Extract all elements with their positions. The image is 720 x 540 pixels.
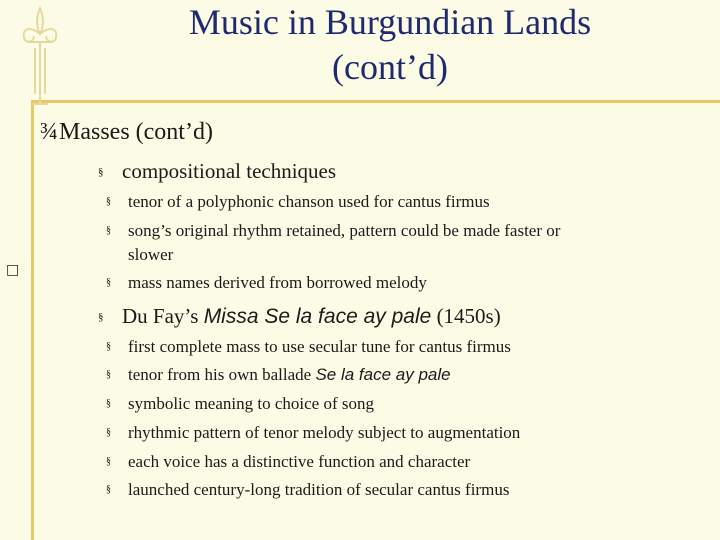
- section2-label-italic: Missa Se la face ay pale: [203, 305, 432, 328]
- section2-bullet: §: [98, 311, 104, 323]
- item-text: slower: [128, 245, 174, 264]
- item-bullet: §: [106, 484, 111, 495]
- item-text: each voice has a distinctive function and character: [128, 452, 471, 471]
- list-item: [106, 392, 668, 416]
- section-compositional-techniques: [98, 158, 336, 185]
- title-line-1: Music in Burgundian Lands: [188, 2, 592, 42]
- item-text: symbolic meaning to choice of song: [128, 394, 374, 413]
- list-item: [106, 190, 668, 214]
- section-missa-se-la-face: [98, 303, 501, 330]
- item-bullet: §: [106, 341, 111, 352]
- item-text: launched century-long tradition of secular cantus firmus: [128, 480, 510, 499]
- item-bullet: §: [106, 427, 111, 438]
- list-item: [106, 421, 668, 445]
- item-text: tenor from his own ballade: [128, 365, 316, 384]
- section1-label: compositional techniques: [122, 159, 337, 183]
- heading-bullet: ¾: [40, 119, 58, 145]
- side-marker: □: [6, 262, 20, 278]
- heading-text: Masses (cont’d): [59, 119, 213, 145]
- title-line-2: (cont’d): [332, 47, 448, 87]
- item-text: tenor of a polyphonic chanson used for cantus firmus: [128, 192, 490, 211]
- list-item: [106, 219, 668, 243]
- section2-label-post: (1450s): [431, 304, 501, 328]
- item-bullet: §: [106, 456, 111, 467]
- item-bullet: §: [106, 369, 111, 380]
- list-item: [106, 335, 668, 359]
- list-item: [106, 450, 668, 474]
- item-bullet: §: [106, 398, 111, 409]
- fleur-de-lis-ornament-icon: [18, 4, 62, 108]
- left-accent-line: [31, 100, 34, 540]
- item-text-italic: Se la face ay pale: [315, 365, 451, 384]
- item-bullet: §: [106, 277, 111, 288]
- slide-title: [110, 0, 670, 90]
- item-text: song’s original rhythm retained, pattern could be made faster or: [128, 221, 561, 240]
- list-item-continuation: [128, 243, 668, 267]
- item-text: rhythmic pattern of tenor melody subject to augmentation: [128, 423, 521, 442]
- section2-label-pre: Du Fay’s: [122, 304, 204, 328]
- item-text: mass names derived from borrowed melody: [128, 273, 427, 292]
- heading-masses: [40, 117, 213, 147]
- section1-bullet: §: [98, 166, 104, 178]
- list-item: [106, 478, 668, 502]
- list-item: [106, 271, 668, 295]
- item-bullet: §: [106, 225, 111, 236]
- item-bullet: §: [106, 196, 111, 207]
- list-item: [106, 363, 668, 387]
- item-text: first complete mass to use secular tune for cantus firmus: [128, 337, 511, 356]
- title-underline: [31, 100, 720, 103]
